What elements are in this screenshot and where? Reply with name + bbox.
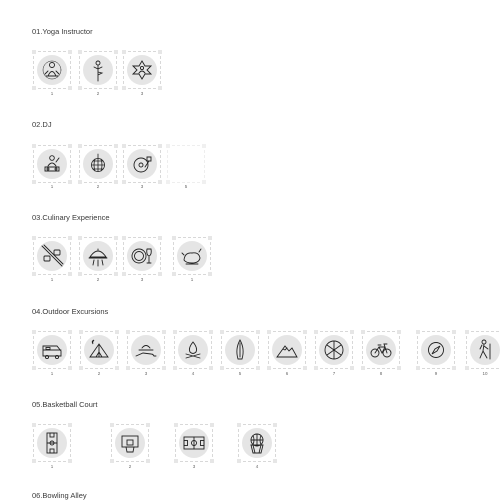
tile-label: 4 <box>191 371 195 376</box>
icon-tile[interactable] <box>123 145 161 183</box>
ball-hoop-icon <box>242 428 272 458</box>
court-vertical-icon <box>37 428 67 458</box>
tile-label: 3 <box>140 277 144 282</box>
icon-tile[interactable] <box>33 237 71 275</box>
tile-label: 3 <box>144 371 148 376</box>
vinyl-record-icon <box>127 149 157 179</box>
bicycle-icon <box>366 335 396 365</box>
cloche-icon <box>83 241 113 271</box>
plate-wine-icon <box>127 241 157 271</box>
compass-icon <box>421 335 451 365</box>
icon-tile[interactable] <box>33 424 71 462</box>
section-title: 04.Outdoor Excursions <box>32 307 109 316</box>
icon-tile[interactable] <box>79 145 117 183</box>
surfboard-icon <box>225 335 255 365</box>
tile-label: 5 <box>238 371 242 376</box>
tile-label: 2 <box>96 91 100 96</box>
dj-turntable-icon <box>37 149 67 179</box>
tile-label: 9 <box>434 371 438 376</box>
camper-van-icon <box>37 335 67 365</box>
section-title: 01.Yoga Instructor <box>32 27 93 36</box>
icon-tile[interactable] <box>417 331 455 369</box>
icon-tile[interactable] <box>123 51 161 89</box>
tile-label: 5 <box>184 184 188 189</box>
sushi-chopsticks-icon <box>37 241 67 271</box>
tree-pose-icon <box>83 55 113 85</box>
section-title: 03.Culinary Experience <box>32 213 110 222</box>
tile-label: 3 <box>140 184 144 189</box>
icon-tile[interactable] <box>238 424 276 462</box>
section-title: 05.Basketball Court <box>32 400 98 409</box>
tile-label: 1 <box>50 91 54 96</box>
icon-tile[interactable] <box>123 237 161 275</box>
tile-label: 1 <box>50 277 54 282</box>
roast-chicken-icon <box>177 241 207 271</box>
tile-label: 2 <box>96 277 100 282</box>
tile-label: 1 <box>50 371 54 376</box>
icon-tile[interactable] <box>127 331 165 369</box>
icon-tile[interactable] <box>79 51 117 89</box>
tile-label: 3 <box>192 464 196 469</box>
icon-tile[interactable] <box>362 331 400 369</box>
icon-tile[interactable] <box>33 145 71 183</box>
icon-tile[interactable] <box>33 51 71 89</box>
icon-tile[interactable] <box>175 424 213 462</box>
disco-ball-icon <box>83 149 113 179</box>
tile-label: 2 <box>128 464 132 469</box>
tile-label: 8 <box>379 371 383 376</box>
tile-label: 1 <box>190 277 194 282</box>
icon-tile[interactable] <box>466 331 500 369</box>
icon-tile[interactable] <box>33 331 71 369</box>
court-horizontal-icon <box>179 428 209 458</box>
campfire-icon <box>178 335 208 365</box>
empty-tile[interactable] <box>167 145 205 183</box>
tile-label: 3 <box>140 91 144 96</box>
tent-moon-icon <box>84 335 114 365</box>
lotus-mandala-icon <box>127 55 157 85</box>
sun-landscape-icon <box>319 335 349 365</box>
tile-label: 1 <box>50 464 54 469</box>
section-title: 02.DJ <box>32 120 52 129</box>
icon-tile[interactable] <box>80 331 118 369</box>
icon-tile[interactable] <box>268 331 306 369</box>
hiker-icon <box>470 335 500 365</box>
tile-label: 2 <box>97 371 101 376</box>
tile-label: 10 <box>482 371 488 376</box>
icon-tile[interactable] <box>221 331 259 369</box>
icon-tile[interactable] <box>174 331 212 369</box>
tile-label: 2 <box>96 184 100 189</box>
section-title: 06.Bowling Alley <box>32 491 87 500</box>
tile-label: 6 <box>285 371 289 376</box>
meditation-icon <box>37 55 67 85</box>
icon-tile[interactable] <box>173 237 211 275</box>
icon-tile[interactable] <box>79 237 117 275</box>
tile-label: 7 <box>332 371 336 376</box>
tile-label: 1 <box>50 184 54 189</box>
mountains-icon <box>272 335 302 365</box>
hand-sunset-icon <box>131 335 161 365</box>
tile-label: 4 <box>255 464 259 469</box>
icon-tile[interactable] <box>315 331 353 369</box>
icon-tile[interactable] <box>111 424 149 462</box>
hoop-backboard-icon <box>115 428 145 458</box>
